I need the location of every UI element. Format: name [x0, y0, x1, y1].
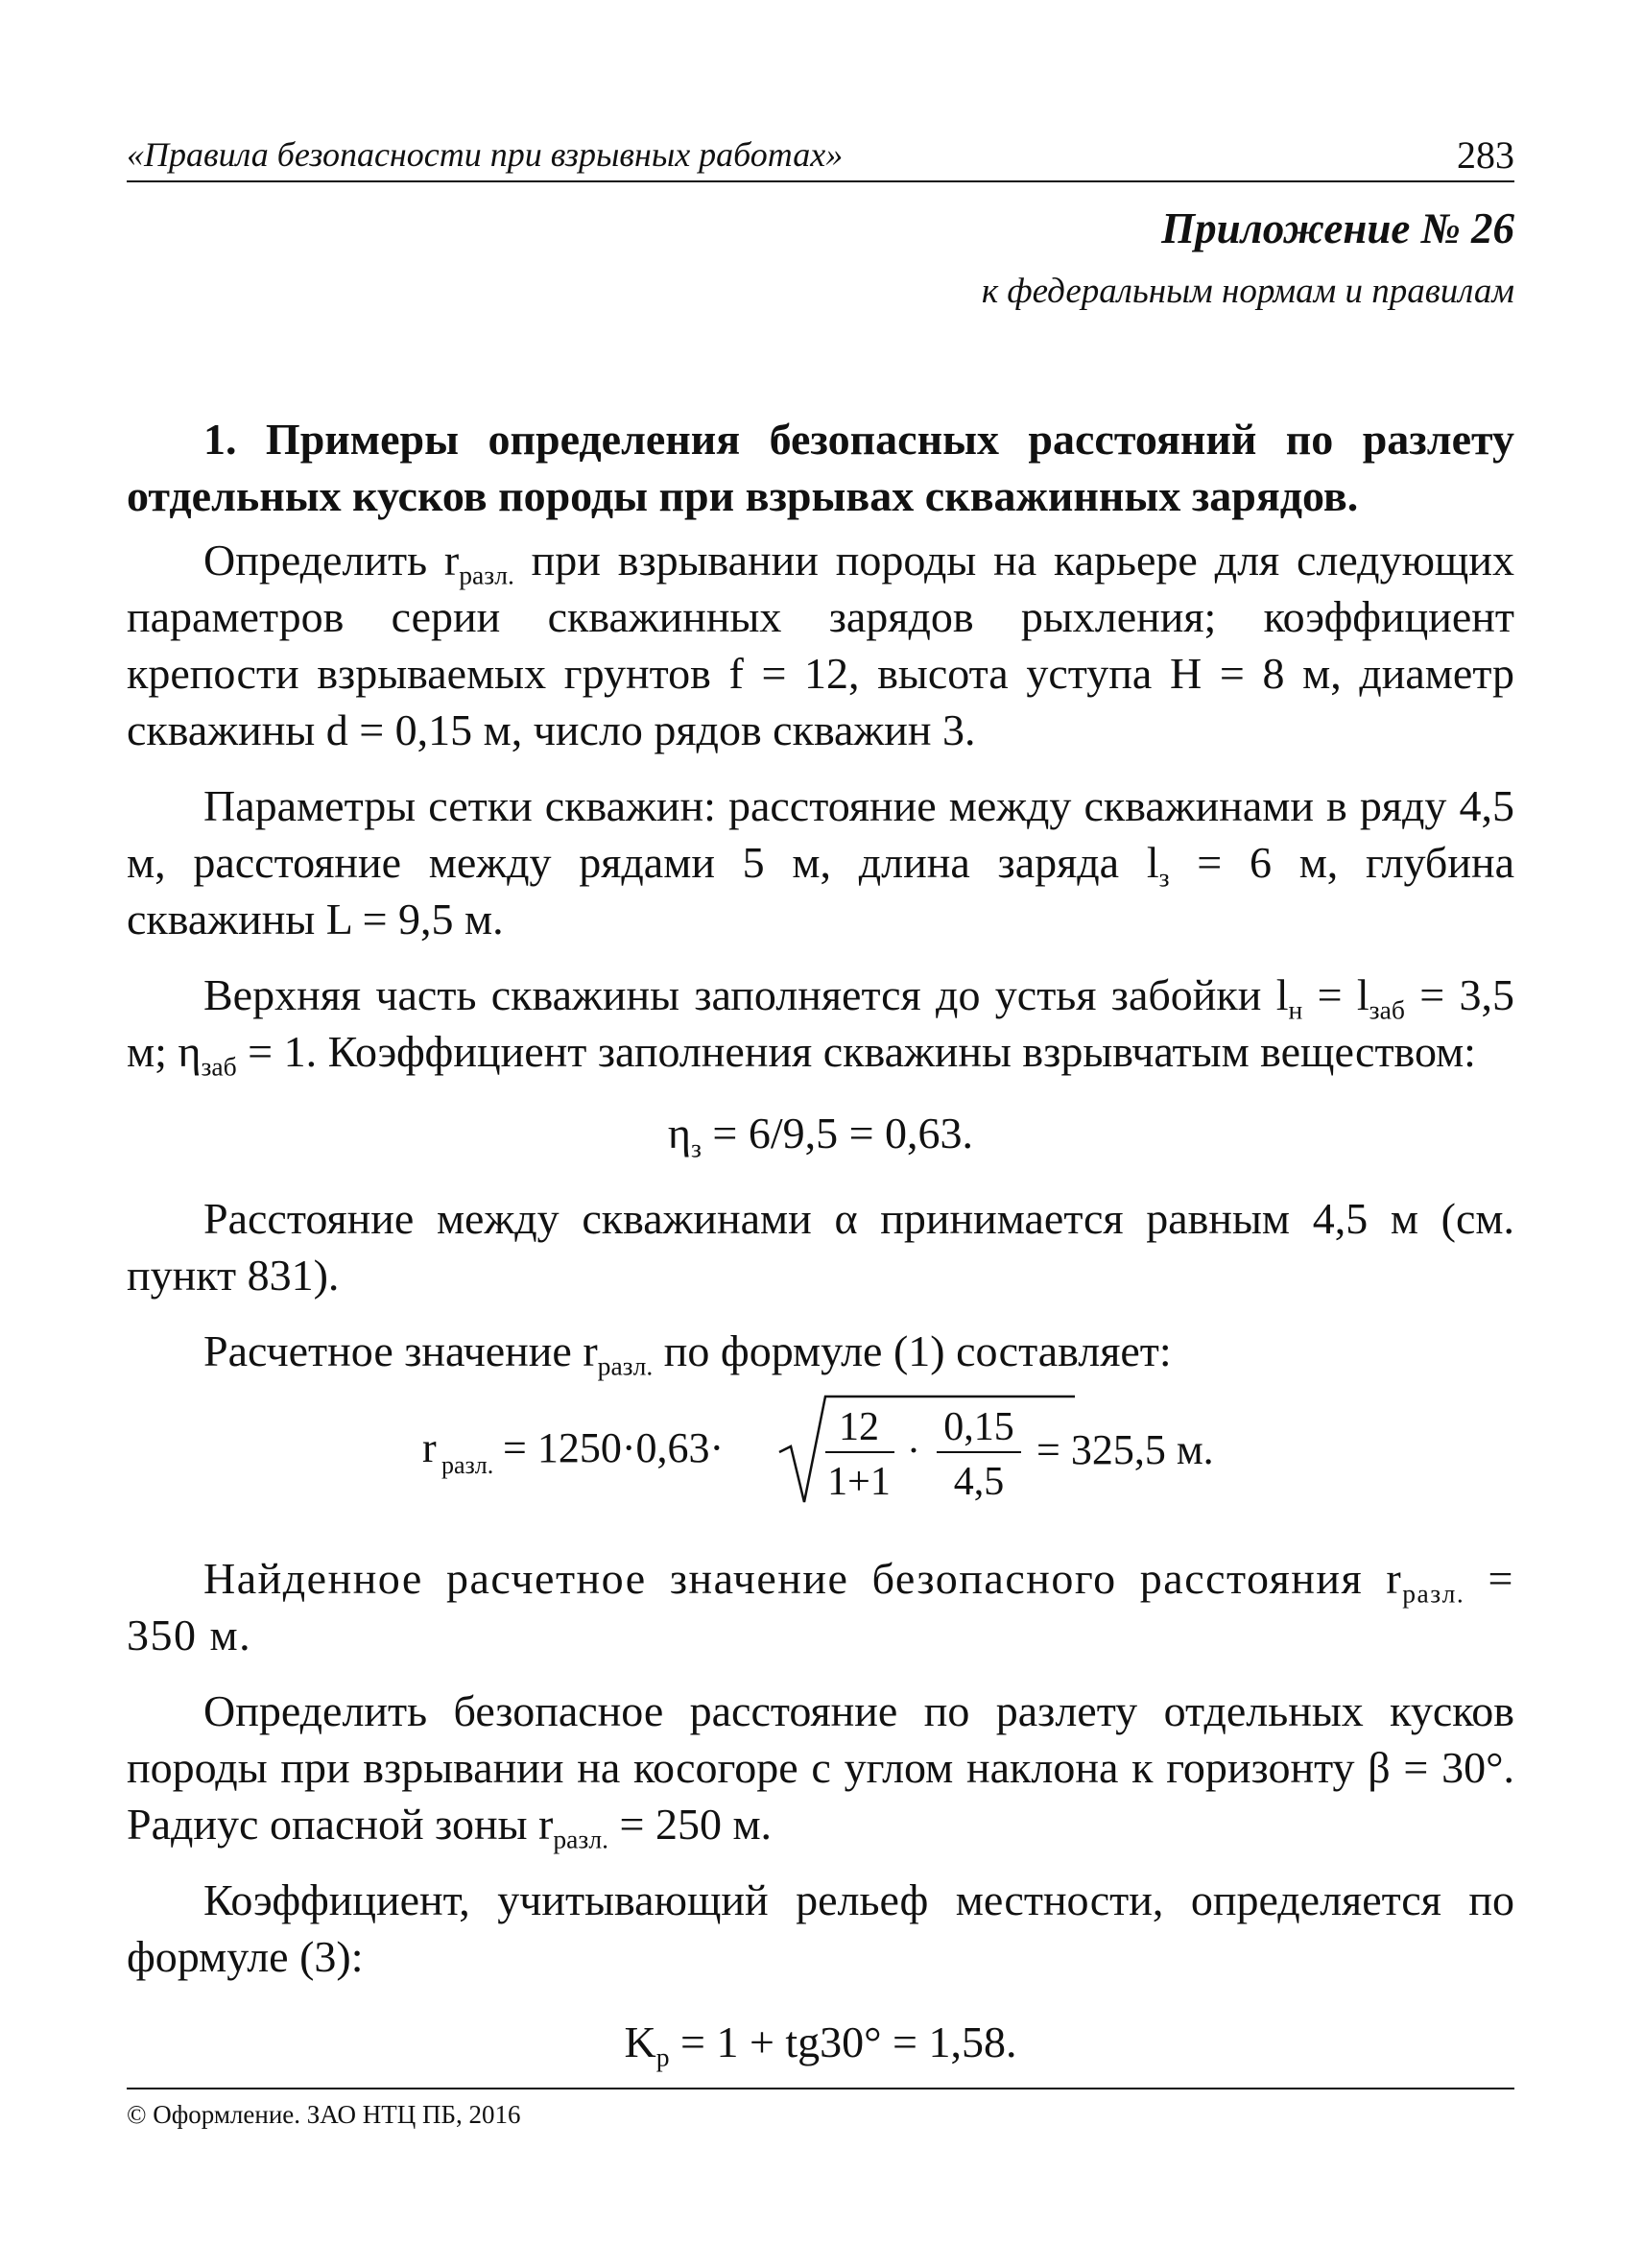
formula-result: = 325,5 м.	[1036, 1426, 1214, 1473]
formula-lhs: r	[422, 1424, 437, 1471]
paragraph-6: Найденное расчетное значение безопасного расстояния $r_{разл.} = 350$ м.	[127, 1554, 1514, 1659]
header-rule	[127, 180, 1514, 182]
formula-graphic	[422, 1387, 1219, 1512]
formula-mid: = 1250·0,63·	[503, 1424, 725, 1471]
paragraph-5: Расчетное значение $r_{разл.}$ по формуле (1) составляет:	[203, 1326, 1172, 1381]
running-title: «Правила безопасности при взрывных работах»	[127, 135, 844, 174]
formula-safe-distance	[127, 1387, 1514, 1512]
page-number: 283	[1457, 133, 1514, 177]
section-heading: 1. Примеры определения безопасных расстояний по разлету отдельных кусков породы при взрывах скважинных зарядов.	[127, 415, 1514, 520]
fraction-1-denominator: 1+1	[827, 1460, 891, 1504]
page-body	[127, 411, 1514, 2070]
paragraph-4: Расстояние между скважинами α принимается равным 4,5 м (см. пункт 831).	[127, 1194, 1514, 1300]
paragraph-3: Верхняя часть скважины заполняется до устья забойки $l_н = l_{заб} = 3,5$ м; $\eta_{заб} = 1$. Коэффициент заполнения скважины взрывчатым веществом:	[127, 970, 1514, 1082]
paragraph-2: Параметры сетки скважин: расстояние между скважинами в ряду 4,5 м, расстояние между рядами 5 м, длина заряда $l_з = 6$ м, глубина скважины L = 9,5 м.	[127, 781, 1514, 943]
fraction-1-numerator: 12	[839, 1405, 879, 1449]
equation-relief-coefficient: $K_р = 1 + tg30^\circ = 1,58$.	[624, 2017, 1017, 2072]
footer-copyright: © Оформление. ЗАО НТЦ ПБ, 2016	[127, 2100, 521, 2129]
paragraph-8: Коэффициент, учитывающий рельеф местности, определяется по формуле (3):	[127, 1875, 1514, 1981]
equation-fill-ratio: $\eta_з = 6/9,5 = 0,63$.	[667, 1109, 974, 1163]
paragraph-7: Определить безопасное расстояние по разлету отдельных кусков породы при взрывании на косогоре с углом наклона к горизонту β = 30°. Радиус опасной зоны $r_{разл.} = 250$ м.	[127, 1686, 1514, 1854]
appendix-title: Приложение № 26	[1161, 204, 1514, 252]
paragraph-1: Определить $r_{разл.}$ при взрывании породы на карьере для следующих параметров серии скважинных зарядов рыхления; коэффициент крепости взрываемых грунтов f = 12, высота уступа Н = 8 м, диаметр скважины d = 0,15 м, число рядов скважин 3.	[127, 536, 1514, 754]
footer-rule	[127, 2088, 1514, 2089]
fraction-2-numerator: 0,15	[943, 1405, 1014, 1449]
fraction-2-denominator: 4,5	[953, 1460, 1005, 1504]
formula-dot: ·	[907, 1429, 920, 1473]
formula-lhs-sub: разл.	[441, 1451, 494, 1479]
appendix-subtitle: к федеральным нормам и правилам	[981, 272, 1514, 311]
svg-text:r	[422, 1424, 437, 1471]
radical-sign	[779, 1397, 1075, 1502]
